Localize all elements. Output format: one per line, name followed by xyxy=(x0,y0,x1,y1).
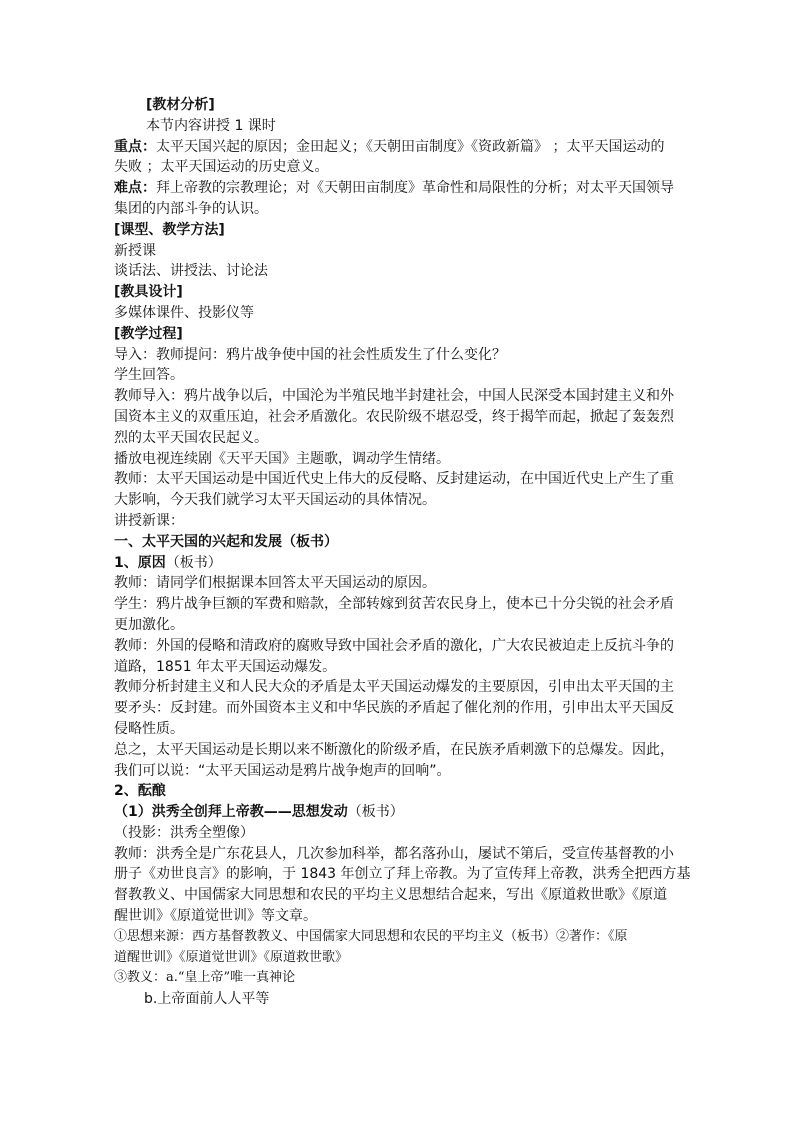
item-3: ③教义：a.“皇上帝”唯一真神论 xyxy=(114,970,296,986)
summary-1: 总之，太平天国运动是长期以来不断激化的阶级矛盾，在民族矛盾刺激下的总爆发。因此， xyxy=(114,741,674,758)
difficulty xyxy=(114,178,684,199)
teacher-5-3: 督教教义、中国儒家大同思想和农民的平均主义思想结合起来，写出《原道救世歌》《原道 xyxy=(114,887,667,904)
student-2-1: 学生：鸦片战争巨额的军费和赔款，全部转嫁到贫苦农民身上，使本已十分尖锐的社会矛盾 xyxy=(114,596,674,613)
heading-process: [教学过程] xyxy=(114,325,183,342)
teacher-intro-1: 教师导入：鸦片战争以后，中国沦为半殖民地半封建社会，中国人民深受本国封建主义和外 xyxy=(114,388,674,405)
methods: 谈话法、讲授法、讨论法 xyxy=(114,263,268,280)
sub2-1-title: （1）洪秀全创拜上帝教——思想发动 xyxy=(114,804,348,821)
teacher-3: 教师：请同学们根据课本回答太平天国运动的原因。 xyxy=(114,575,436,592)
intro-question: 导入：教师提问：鸦片战争使中国的社会性质发生了什么变化？ xyxy=(114,346,506,363)
student-2-2: 更加激化。 xyxy=(114,616,184,633)
play-tv: 播放电视连续剧《天平天国》主题歌，调动学生情绪。 xyxy=(114,450,450,467)
heading-methods: [课型、教学方法] xyxy=(114,221,225,238)
new-lesson: 讲授新课： xyxy=(114,512,184,529)
analysis-2: 要矛头：反封建。而外国资本主义和中华民族的矛盾起了催化剂的作用，引申出太平天国反 xyxy=(114,700,674,717)
sub2-1-note: （板书） xyxy=(347,804,404,821)
teacher-2-1: 教师：太平天国运动是中国近代史上伟大的反侵略、反封建运动，在中国近代史上产生了重 xyxy=(114,471,674,488)
summary-2: 我们可以说：“太平天国运动是鸦片战争炮声的回响”。 xyxy=(114,762,451,779)
teacher-intro-3: 烈的太平天国农民起义。 xyxy=(114,429,268,446)
analysis-1: 教师分析封建主义和人民大众的矛盾是太平天国运动爆发的主要原因，引申出太平天国的主 xyxy=(114,679,674,696)
projection: （投影：洪秀全塑像） xyxy=(114,824,254,841)
teacher-2-2: 大影响，今天我们就学习太平天国运动的具体情况。 xyxy=(114,492,436,509)
item-1-2: 道醒世训》《原道觉世训》《原道救世歌》 xyxy=(114,949,349,965)
key-points-label: 重点： xyxy=(114,138,156,155)
difficulty-cont: 集团的内部斗争的认识。 xyxy=(114,200,268,217)
teacher-5-1: 教师：洪秀全是广东花县人，几次参加科举，都名落孙山，屡试不第后，受宣传基督教的小 xyxy=(114,845,674,862)
heading-analysis: [教材分析] xyxy=(146,97,215,113)
key-points xyxy=(114,137,684,158)
teacher-4-1: 教师：外国的侵略和清政府的腐败导致中国社会矛盾的激化，广大农民被迫走上反抗斗争的 xyxy=(114,637,674,654)
sub2-heading: 2、酝酿 xyxy=(114,783,166,800)
teacher-5-4: 醒世训》《原道觉世训》等文章。 xyxy=(114,908,317,925)
key-points-cont: 失败 ；太平天国运动的历史意义。 xyxy=(114,159,329,176)
tools: 多媒体课件、投影仪等 xyxy=(114,304,254,321)
sub1-number: 1、原因 xyxy=(114,554,166,571)
document-body xyxy=(114,95,691,1010)
key-points-text: 太平天国兴起的原因；金田起义；《天朝田亩制度》《资政新篇》 ；太平天国运动的 xyxy=(156,138,665,155)
teacher-5-2: 册子《劝世良言》的影响，于 1843 年创立了拜上帝教。为了宣传拜上帝教，洪秀全把西方基 xyxy=(114,866,691,883)
teacher-intro-2: 国资本主义的双重压迫，社会矛盾激化。农民阶级不堪忍受，终于揭竿而起，掀起了轰轰烈 xyxy=(114,408,674,425)
difficulty-text: 拜上帝教的宗教理论；对《天朝田亩制度》革命性和局限性的分析；对太平天国领导 xyxy=(156,180,674,197)
sub2-1-heading xyxy=(114,802,684,823)
sub1-heading xyxy=(114,553,684,574)
item-1-1: ①思想来源：西方基督教教义、中国儒家大同思想和农民的平均主义（板书）②著作：《原 xyxy=(114,928,628,944)
teacher-4-2: 道路，1851 年太平天国运动爆发。 xyxy=(114,658,337,675)
difficulty-label: 难点： xyxy=(114,180,156,197)
class-hours: 本节内容讲授 1 课时 xyxy=(146,117,276,134)
analysis-3: 侵略性质。 xyxy=(114,720,184,737)
item-3b: b.上帝面前人人平等 xyxy=(144,991,270,1008)
lesson-type: 新授课 xyxy=(114,242,156,259)
section1-title: 一、太平天国的兴起和发展（板书） xyxy=(114,533,338,550)
heading-tools: [教具设计] xyxy=(114,284,183,301)
student-answer: 学生回答。 xyxy=(114,367,184,384)
sub1-note: （板书） xyxy=(165,554,222,571)
